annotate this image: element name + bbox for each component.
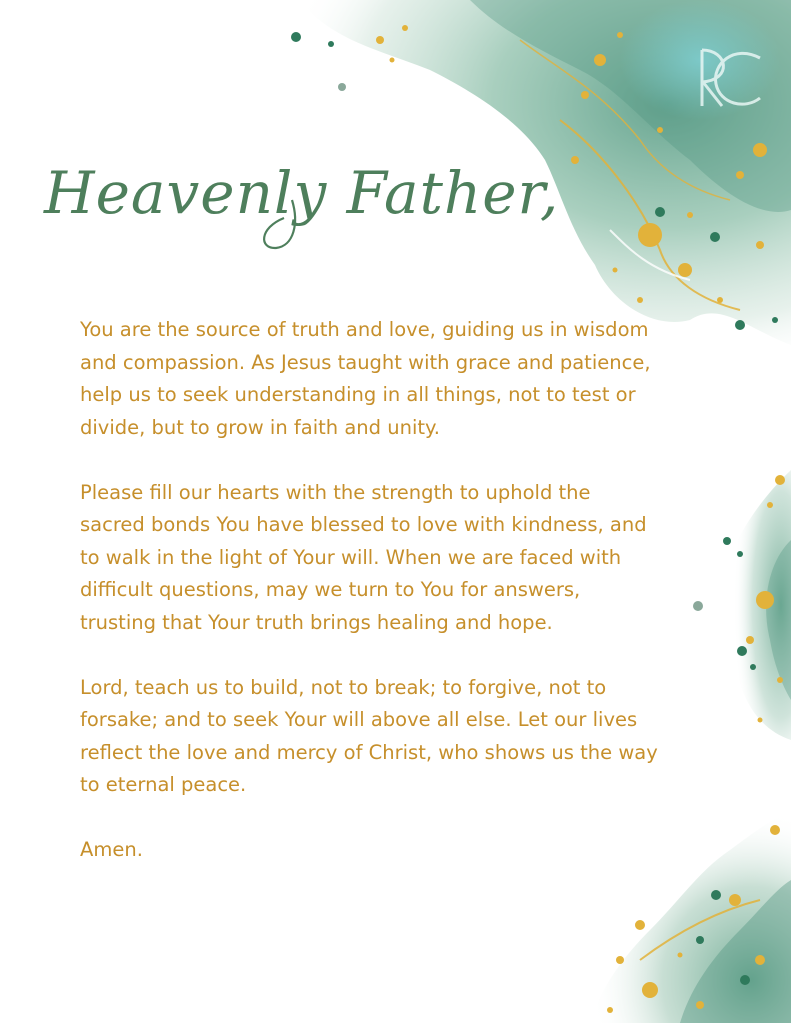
prayer-paragraph-1: You are the source of truth and love, guiding us in wisdom and compassion. As Jesus taught with grace and patience, help us to seek understanding in all things, not to test or divide, but to grow in faith and unity.: [80, 318, 651, 439]
prayer-paragraph-2: Please fill our hearts with the strength to uphold the sacred bonds You have blessed to love with kindness, and to walk in the light of Your will. When we are faced with difficult questions, may we turn to You for answers, trusting that Your truth brings healing and hope.: [80, 480, 647, 634]
prayer-closing: Amen.: [80, 838, 143, 861]
prayer-heading-text: Heavenly Father,: [44, 159, 560, 227]
prayer-paragraph-3: Lord, teach us to build, not to break; to forgive, not to forsake; and to seek Your will above all else. Let our lives reflect the love and mercy of Christ, who shows us the way to eternal peace.: [80, 675, 658, 796]
